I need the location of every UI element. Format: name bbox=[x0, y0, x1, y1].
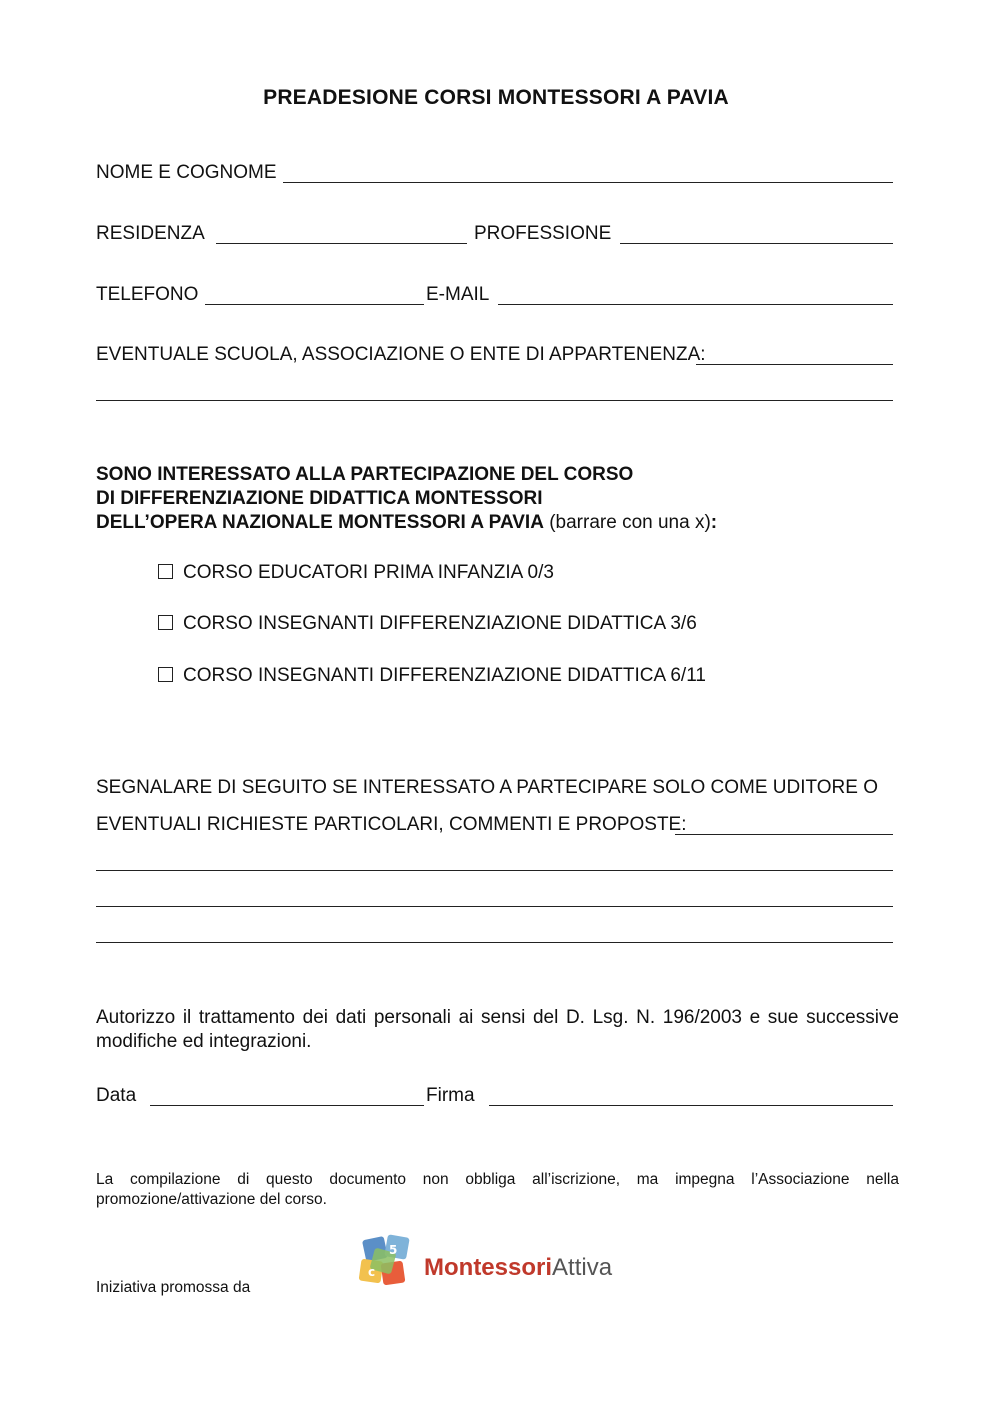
interest-heading-line1: SONO INTERESSATO ALLA PARTECIPAZIONE DEL CORSO bbox=[96, 464, 634, 485]
email-field[interactable] bbox=[498, 304, 893, 305]
course-checkbox[interactable] bbox=[158, 564, 173, 579]
notes-field[interactable] bbox=[675, 834, 893, 835]
promoter-label: Iniziativa promossa da bbox=[96, 1279, 251, 1296]
page-title: PREADESIONE CORSI MONTESSORI A PAVIA bbox=[263, 86, 729, 109]
data-field[interactable] bbox=[150, 1105, 424, 1106]
montessori-attiva-logo bbox=[356, 1232, 656, 1294]
interest-colon: : bbox=[710, 512, 718, 533]
professione-label: PROFESSIONE bbox=[474, 223, 612, 244]
nome-cognome-field[interactable] bbox=[283, 182, 893, 183]
svg-text:c: c bbox=[368, 1265, 376, 1279]
professione-field[interactable] bbox=[620, 243, 893, 244]
logo-wordmark bbox=[424, 1254, 612, 1282]
notes-line1: SEGNALARE DI SEGUITO SE INTERESSATO A PARTECIPARE SOLO COME UDITORE O bbox=[96, 777, 879, 798]
scuola-field-continued[interactable] bbox=[96, 400, 893, 401]
nome-cognome-label: NOME E COGNOME bbox=[96, 162, 277, 183]
logo-wordmark-part2: Attiva bbox=[552, 1254, 613, 1281]
interest-hint: (barrare con una x) bbox=[549, 512, 711, 533]
interest-heading-line2: DI DIFFERENZIAZIONE DIDATTICA MONTESSORI bbox=[96, 488, 543, 509]
course-option-label: CORSO INSEGNANTI DIFFERENZIAZIONE DIDATTICA 3/6 bbox=[183, 613, 697, 634]
notes-field-line[interactable] bbox=[96, 906, 893, 907]
course-checkbox[interactable] bbox=[158, 615, 173, 630]
residenza-field[interactable] bbox=[216, 243, 467, 244]
logo-wordmark-part1: Montessori bbox=[424, 1254, 553, 1281]
telefono-label: TELEFONO bbox=[96, 284, 199, 305]
scuola-field[interactable] bbox=[696, 364, 893, 365]
interest-heading-line3-bold: DELL’OPERA NAZIONALE MONTESSORI A PAVIA bbox=[96, 512, 544, 533]
email-label: E-MAIL bbox=[426, 284, 490, 305]
firma-field[interactable] bbox=[489, 1105, 893, 1106]
notes-line2: EVENTUALI RICHIESTE PARTICOLARI, COMMENTI E PROPOSTE: bbox=[96, 814, 687, 835]
logo-mark-icon bbox=[356, 1232, 422, 1294]
course-option-3-6 bbox=[158, 612, 697, 636]
course-option-label: CORSO EDUCATORI PRIMA INFANZIA 0/3 bbox=[183, 562, 554, 583]
telefono-field[interactable] bbox=[205, 304, 424, 305]
course-checkbox[interactable] bbox=[158, 667, 173, 682]
course-option-6-11 bbox=[158, 664, 706, 688]
course-option-label: CORSO INSEGNANTI DIFFERENZIAZIONE DIDATTICA 6/11 bbox=[183, 665, 706, 686]
svg-text:5: 5 bbox=[389, 1243, 398, 1257]
firma-label: Firma bbox=[426, 1085, 475, 1106]
notes-field-line[interactable] bbox=[96, 870, 893, 871]
interest-heading-line3 bbox=[96, 511, 717, 535]
course-option-0-3 bbox=[158, 561, 554, 585]
residenza-label: RESIDENZA bbox=[96, 223, 205, 244]
privacy-statement: Autorizzo il trattamento dei dati personali ai sensi del D. Lsg. N. 196/2003 e sue successive modifiche ed integrazioni. bbox=[96, 1007, 899, 1052]
scuola-label: EVENTUALE SCUOLA, ASSOCIAZIONE O ENTE DI APPARTENENZA: bbox=[96, 344, 706, 365]
data-label: Data bbox=[96, 1085, 137, 1106]
disclaimer: La compilazione di questo documento non obbliga all’iscrizione, ma impegna l’Associazione nella promozione/attivazione del corso. bbox=[96, 1171, 899, 1208]
notes-field-line[interactable] bbox=[96, 942, 893, 943]
